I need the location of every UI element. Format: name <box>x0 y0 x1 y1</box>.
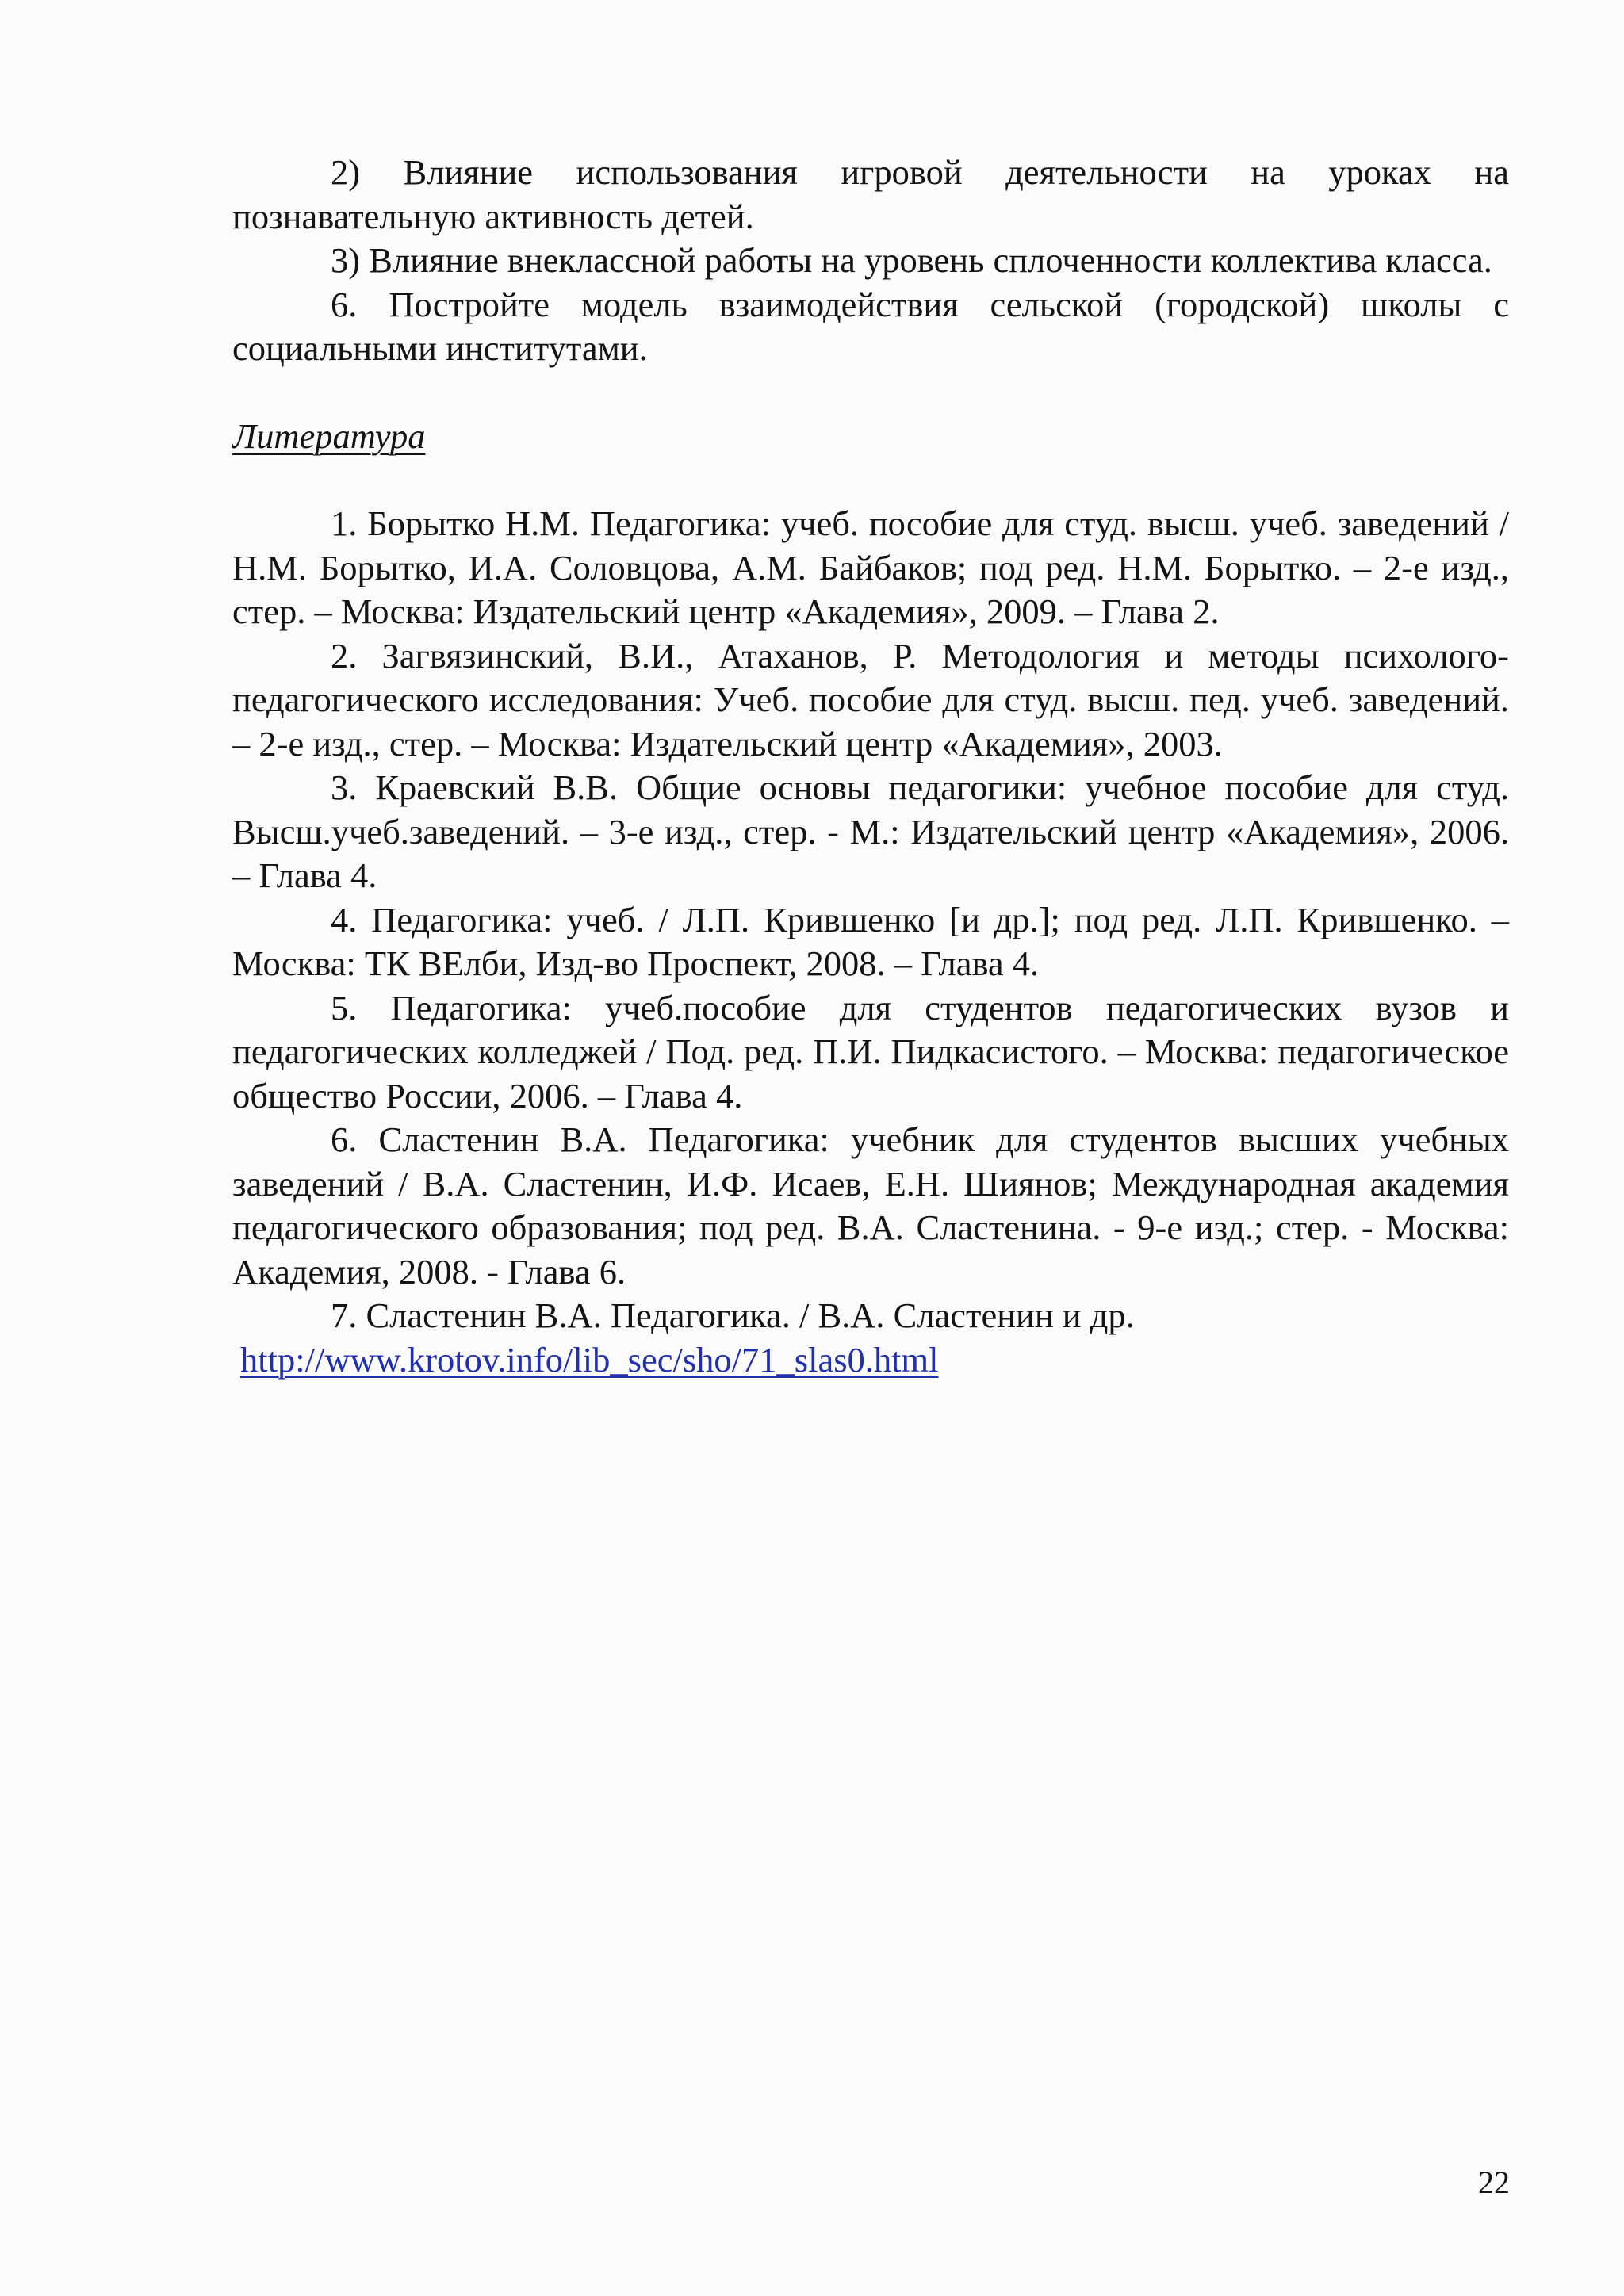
literature-item: 7. Сластенин В.А. Педагогика. / В.А. Сластенин и др. <box>331 1295 1135 1335</box>
literature-item: 5. Педагогика: учеб.пособие для студентов педагогических вузов и педагогических колледжей / Под. ред. П.И. Пидкасистого. – Москва: педагогическое общество России, 2006. – Глава 4. <box>232 987 1509 1115</box>
literature-link-line <box>232 1338 1509 1383</box>
literature-item: 1. Борытко Н.М. Педагогика: учеб. пособие для студ. высш. учеб. заведений / Н.М. Борытко, И.А. Соловцова, А.М. Байбаков; под ред. Н.М. Борытко. – 2-е изд., стер. – Москва: Издательский центр «Академия», 2009. – Глава 2. <box>232 503 1509 631</box>
literature-link[interactable]: http://www.krotov.info/lib_sec/sho/71_slas0.html <box>240 1339 939 1380</box>
page-content <box>232 151 1509 1382</box>
literature-item: 2. Загвязинский, В.И., Атаханов, Р. Методология и методы психолого-педагогического исследования: Учеб. пособие для студ. высш. пед. учеб. заведений. – 2-е изд., стер. – Москва: Издательский центр «Академия», 2003. <box>232 635 1509 763</box>
literature-item: 3. Краевский В.В. Общие основы педагогики: учебное пособие для студ. Высш.учеб.заведений. – 3-е изд., стер. - М.: Издательский центр «Академия», 2006. – Глава 4. <box>232 767 1509 895</box>
literature-heading: Литература <box>232 415 426 456</box>
literature-list <box>232 502 1509 1382</box>
page-number: 22 <box>1478 2164 1510 2200</box>
body-paragraph: 6. Постройте модель взаимодействия сельской (городской) школы с социальными институтами. <box>232 284 1509 368</box>
literature-item: 4. Педагогика: учеб. / Л.П. Крившенко [и др.]; под ред. Л.П. Крившенко. – Москва: ТК ВЕлби, Изд-во Проспект, 2008. – Глава 4. <box>232 899 1509 983</box>
literature-item: 6. Сластенин В.А. Педагогика: учебник для студентов высших учебных заведений / В.А. Сластенин, И.Ф. Исаев, Е.Н. Шиянов; Международная академия педагогического образования; под ред. В.А. Сластенина. - 9-е изд.; стер. - Москва: Академия, 2008. - Глава 6. <box>232 1119 1509 1292</box>
body-paragraph: 2) Влияние использования игровой деятельности на уроках на познавательную активность детей. <box>232 152 1509 236</box>
body-paragraph: 3) Влияние внеклассной работы на уровень сплоченности коллектива класса. <box>331 240 1492 280</box>
